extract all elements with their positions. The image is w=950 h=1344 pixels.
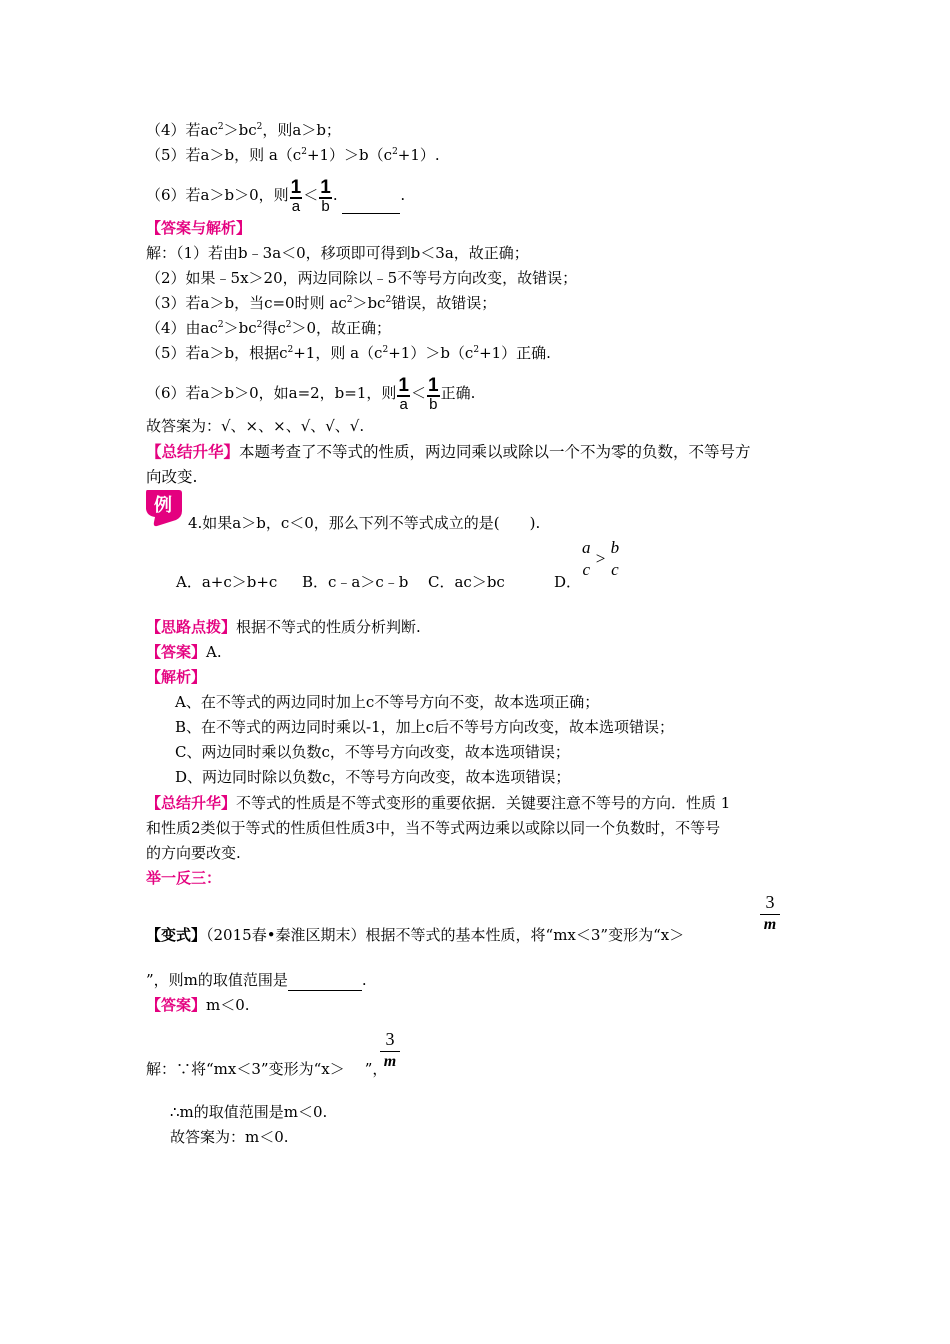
- solution-2: （2）如果﹣5x＞20，两边同除以﹣5不等号方向改变，故错误；: [146, 269, 578, 287]
- item-6-prefix: （6）若a＞b＞0，则: [146, 186, 289, 204]
- fraction-b-over-c: b c: [610, 538, 620, 579]
- example-badge-icon: [143, 487, 183, 527]
- solution-4: （4）由$ac^2>bc^2$得$c^2>0$，故正确；: [146, 319, 392, 337]
- variant-therefore: ∴m的取值范围是m＜0.: [170, 1103, 328, 1121]
- answer-4: 【答案】A.: [146, 643, 222, 661]
- final-answer-1: 故答案为：√、×、×、√、√、√.: [146, 417, 365, 435]
- fraction-1-over-a: $\frac{1}{a}$: [398, 375, 409, 413]
- solution-5: （5）若a＞b，根据$c^2+1$，则 $a(c^2+1)>b(c^2+1)$正确.: [146, 344, 551, 362]
- practice-heading: 举一反三：: [146, 869, 222, 887]
- summary-1: 【总结升华】本题考查了不等式的性质，两边同乘以或除以一个不为零的负数，不等号方: [146, 442, 751, 461]
- option-b: B．c﹣a＞c﹣b: [302, 573, 409, 591]
- variant-solution: 解：∵将“mx＜3”变形为“x＞ ”，: [146, 1060, 388, 1078]
- analysis-a: A、在不等式的两边同时加上c不等号方向不变，故本选项正确；: [175, 693, 600, 711]
- item-5: （5）若a＞b，则 $a(c^2+1)>b(c^2+1)$.: [146, 146, 440, 164]
- variant-answer-blank[interactable]: [288, 974, 362, 991]
- thinking: 【思路点拨】根据不等式的性质分析判断.: [146, 618, 421, 636]
- fraction-1-over-b: $\frac{1}{b}$: [320, 177, 331, 215]
- answer-blank[interactable]: [342, 197, 400, 214]
- fraction-3-over-m: 3 m: [380, 1028, 400, 1071]
- summary-2-line2: 和性质2类似于等式的性质但性质3中，当不等式两边乘以或除以同一个负数时，不等号: [146, 819, 721, 837]
- variant-question-cont: ”，则m的取值范围是 .: [146, 971, 367, 989]
- example-4-question: 4.如果a＞b，c＜0，那么下列不等式成立的是( ).: [188, 514, 541, 532]
- analysis-c: C、两边同时乘以负数c，不等号方向改变，故本选项错误；: [175, 743, 570, 761]
- option-d-expression: a c > b c: [582, 538, 620, 579]
- analysis-d: D、两边同时除以负数c，不等号方向改变，故本选项错误；: [175, 768, 571, 786]
- variant-final: 故答案为：m＜0.: [170, 1128, 289, 1146]
- solution-3: （3）若a＞b，当c=0时则 $ac^2>bc^2$错误，故错误；: [146, 294, 497, 312]
- item-4: （4）若$ac^2>bc^2$，则a＞b；: [146, 121, 341, 139]
- solution-1: 解：（1）若由b﹣3a＜0，移项即可得到b＜3a，故正确；: [146, 244, 529, 262]
- analysis-b: B、在不等式的两边同时乘以-1，加上c后不等号方向改变，故本选项错误；: [175, 718, 675, 736]
- summary-2-line3: 的方向要改变.: [146, 844, 241, 862]
- label-answer-analysis: 【答案与解析】: [146, 219, 252, 237]
- option-d: D．: [554, 573, 582, 591]
- variant-question: 【变式】（2015春•秦淮区期末）根据不等式的基本性质，将“mx＜3”变形为“x＞: [146, 926, 685, 944]
- solution-6: （6）若a＞b＞0，如a=2，b=1，则 $\frac{1}{a}$ ＜ $\frac{1}{b}$ 正确.: [146, 375, 476, 413]
- summary-2: 【总结升华】不等式的性质是不等式变形的重要依据．关键要注意不等号的方向．性质 1: [146, 794, 731, 812]
- variant-answer: 【答案】m＜0.: [146, 996, 250, 1014]
- fraction-1-over-a: $\frac{1}{a}$: [290, 177, 302, 215]
- badge-label: 例: [154, 495, 172, 516]
- item-6: （6）若a＞b＞0，则 $\frac{1}{a}$ ＜ $\frac{1}{b}$ . .: [146, 177, 406, 215]
- label-analysis: 【解析】: [146, 668, 207, 686]
- option-c: C．ac＞bc: [428, 573, 505, 591]
- fraction-a-over-c: a c: [582, 538, 591, 579]
- summary-1-cont: 向改变.: [146, 468, 198, 486]
- fraction-1-over-b: $\frac{1}{b}$: [428, 375, 439, 413]
- option-a: A．a+c＞b+c: [176, 573, 278, 591]
- fraction-3-over-m: 3 m: [760, 891, 780, 934]
